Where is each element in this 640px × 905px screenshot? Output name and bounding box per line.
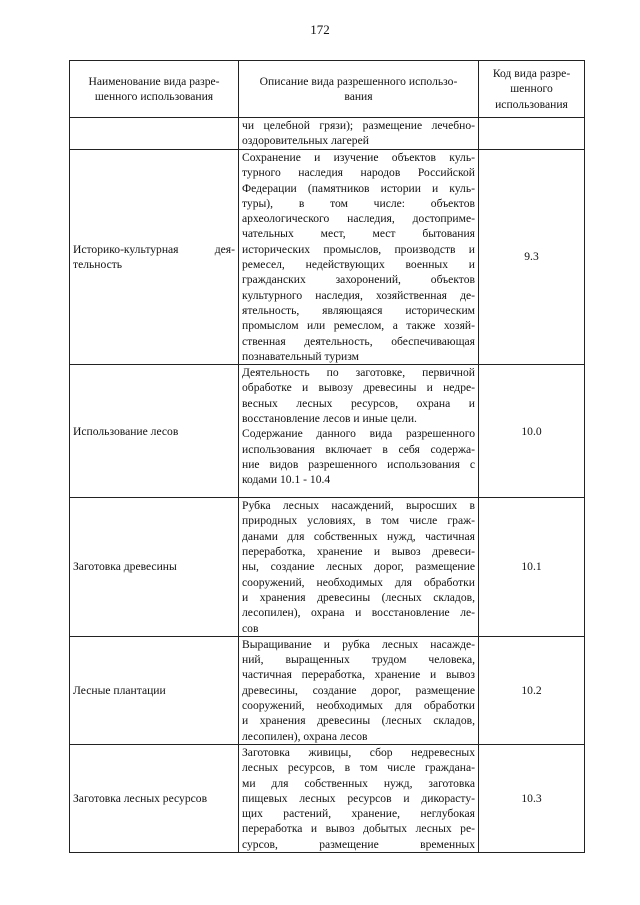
use-name-cell (70, 150, 239, 365)
description-line: использования включает в себя содержа- (242, 442, 475, 456)
use-code: 10.0 (521, 424, 542, 438)
description-line: древесины, создание дорог, размещение (242, 683, 475, 697)
use-description-cell (239, 118, 479, 150)
description-line: переработка, хранение и вывоз древеси- (242, 545, 475, 559)
description-line: сов (242, 621, 259, 635)
header-code-line: Код вида разре- (492, 67, 571, 81)
description-line: познавательный туризм (242, 349, 359, 363)
description-line: весных лесных ресурсов, охрана и (242, 396, 475, 410)
description-line: природных условиях, в том числе граж- (242, 514, 475, 528)
use-name-line: Заготовка древесины (73, 560, 177, 574)
description-line: Рубка лесных насаждений, выросших в (242, 499, 475, 513)
use-name-line: Лесные плантации (73, 683, 166, 697)
description-line: сурсов, размещение временных (242, 837, 475, 851)
use-name-cell (70, 744, 239, 852)
description-line: Заготовка живицы, сбор недревесных (242, 745, 475, 759)
description-line: оздоровительных лагерей (242, 134, 369, 148)
use-description-cell (239, 744, 479, 852)
use-code-cell (479, 150, 585, 365)
description-line: частичная переработка, хранение и вывоз (242, 668, 475, 682)
description-line: культурного наследия, хозяйственная де- (242, 288, 475, 302)
land-use-table (69, 60, 585, 853)
use-name-cell (70, 636, 239, 744)
description-line: пищевых лесных ресурсов и дикорасту- (242, 791, 475, 805)
description-line: ми для собственных нужд, заготовка (242, 776, 475, 790)
description-line: ние видов разрешенного использования с (242, 457, 475, 471)
description-line: ятельность, являющаяся историческим (242, 303, 475, 317)
use-code: 10.1 (521, 560, 542, 574)
use-name-cell (70, 365, 239, 498)
description-line: гражданских захоронений, объектов (242, 273, 475, 287)
use-code-cell (479, 636, 585, 744)
table-row (70, 118, 585, 150)
use-code-cell (479, 498, 585, 637)
description-line: туры), в том числе: объектов (242, 196, 475, 210)
description-line: Выращивание и рубка лесных насажде- (242, 637, 475, 651)
header-description-line: вания (344, 90, 373, 103)
description-line: чательных мест, мест бытования (242, 227, 475, 241)
page-number: 172 (310, 22, 330, 37)
use-name-cell (70, 498, 239, 637)
table-row (70, 150, 585, 365)
description-line: ремесел, недействующих военных и (242, 258, 475, 272)
description-line: Деятельность по заготовке, первичной (242, 366, 475, 380)
description-line: переработка и вывоз добытых лесных ре- (242, 822, 475, 836)
description-line: лесопилен), охрана лесов (242, 729, 368, 743)
header-description-line: Описание вида разрешенного использо- (259, 74, 458, 88)
header-description (239, 61, 479, 118)
header-code-line: шенного (510, 82, 553, 96)
description-line: восстановление лесов и иные цели. (242, 412, 417, 426)
use-description-cell (239, 636, 479, 744)
use-code: 9.3 (524, 250, 539, 264)
description-line: чи целебной грязи); размещение лечебно- (242, 119, 475, 132)
use-description-cell (239, 365, 479, 498)
description-line: лесных ресурсов, в том числе граждана- (242, 761, 475, 775)
table-body (70, 118, 585, 853)
use-description-cell (239, 498, 479, 637)
table-row (70, 636, 585, 744)
table-row (70, 498, 585, 637)
use-code: 10.2 (521, 683, 542, 697)
description-line: лесопилен), охрана и восстановление ле- (242, 606, 475, 620)
description-line: археологического наследия, достоприме- (242, 212, 475, 226)
description-line: ственная деятельность, обеспечивающая (242, 334, 475, 348)
description-line: сооружений, необходимых для обработки (242, 575, 475, 589)
description-line: Сохранение и изучение объектов куль- (242, 151, 475, 164)
header-name-line: шенного использования (94, 90, 214, 103)
use-description-cell (239, 150, 479, 365)
use-name-cell (70, 118, 239, 150)
description-line: ний, выращенных трудом человека, (242, 653, 475, 667)
description-line: ны, создание лесных дорог, размещение (242, 560, 475, 574)
description-line: турного наследия народов Российской (242, 166, 475, 180)
description-line: исторических промыслов, производств и (242, 242, 475, 256)
description-line: кодами 10.1 - 10.4 (242, 473, 331, 487)
header-name-line: Наименование вида разре- (88, 74, 220, 88)
use-name-line: Историко-культурная дея- (73, 242, 235, 256)
description-line: Федерации (памятников истории и куль- (242, 181, 475, 195)
description-line: данами для собственных нужд, частичная (242, 529, 475, 543)
table-header (70, 61, 585, 118)
description-line: промыслом или ремеслом, а также хозяй- (242, 319, 475, 333)
use-name-line: Использование лесов (73, 424, 179, 438)
description-line: обработке и вывозу древесины и недре- (242, 381, 475, 395)
use-code-cell (479, 365, 585, 498)
use-code-cell (479, 744, 585, 852)
table-row (70, 365, 585, 498)
header-code-line: использования (495, 97, 568, 111)
header-code (479, 61, 585, 118)
description-line: щих растений, хранение, неглубокая (242, 807, 475, 821)
use-name-line: тельность (73, 258, 123, 272)
description-line: сооружений, необходимых для обработки (242, 699, 475, 713)
use-code: 10.3 (521, 791, 542, 805)
description-line: и хранения древесины (лесных складов, (242, 590, 475, 604)
use-name-line: Заготовка лесных ресурсов (73, 791, 208, 805)
header-name (70, 61, 239, 118)
description-line: и хранения древесины (лесных складов, (242, 714, 475, 728)
table-row (70, 744, 585, 852)
use-code-cell (479, 118, 585, 150)
description-line: Содержание данного вида разрешенного (242, 427, 475, 441)
